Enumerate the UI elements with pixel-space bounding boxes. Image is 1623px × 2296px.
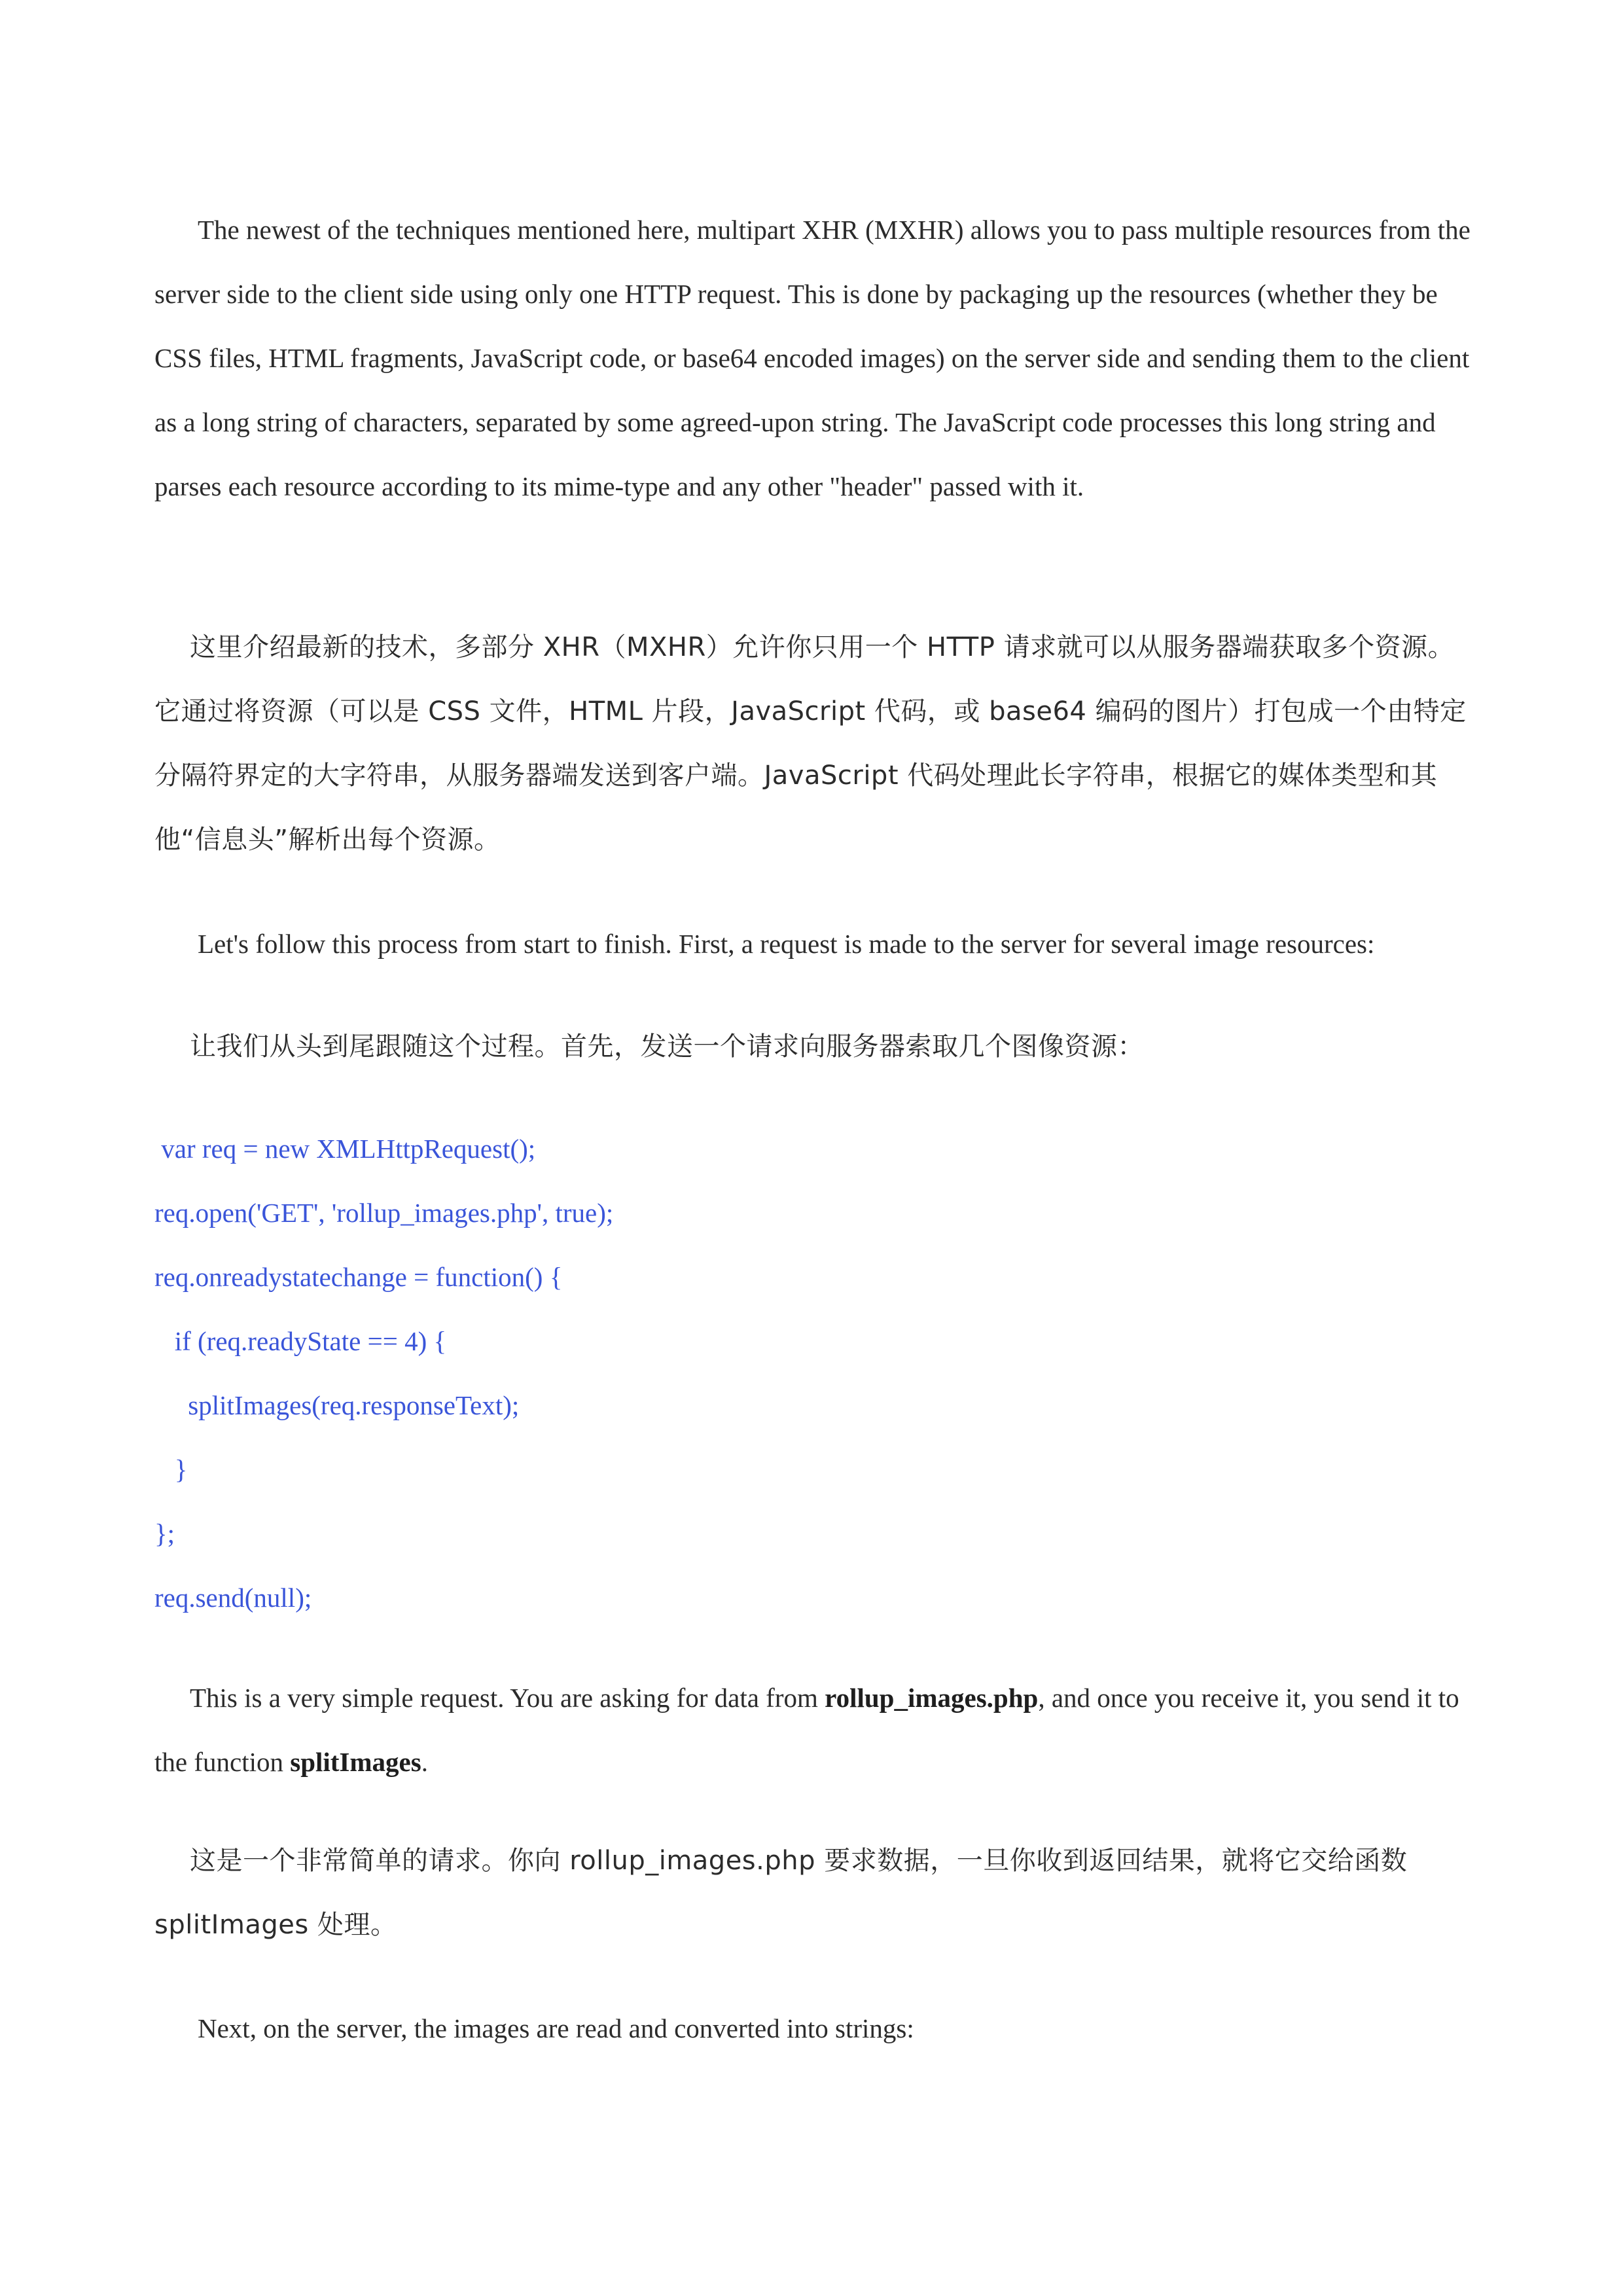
paragraph-text: Next, on the server, the images are read and converted into strings: — [198, 2013, 914, 2043]
filename-emphasis: rollup_images.php — [825, 1683, 1039, 1713]
code-line: req.onreadystatechange = function() { — [154, 1262, 563, 1292]
code-line: req.send(null); — [154, 1583, 312, 1613]
paragraph-text: 这里介绍最新的技术，多部分 XHR（MXHR）允许你只用一个 HTTP 请求就可以从服务器端获取多个资源。它通过将资源（可以是 CSS 文件，HTML 片段，JavaScript 代码，或 base64 编码的图片）打包成一个由特定分隔符界定的大字符串，从服务器端发送到客户端。JavaScript 代码处理此长字符串，根据它的媒体类型和其他“信息头”解析出每个资源。 — [154, 632, 1467, 855]
code-line: splitImages(req.responseText); — [154, 1390, 520, 1420]
paragraph-text: 让我们从头到尾跟随这个过程。首先，发送一个请求向服务器索取几个图像资源： — [190, 1031, 1144, 1062]
paragraph-simple-request-zh — [154, 1829, 1476, 1957]
paragraph-server-en — [154, 1996, 1476, 2060]
paragraph-text: . — [421, 1747, 428, 1777]
code-line: req.open('GET', 'rollup_images.php', true); — [154, 1198, 614, 1228]
paragraph-text: This is a very simple request. You are asking for data from — [190, 1683, 825, 1713]
paragraph-mxhr-intro-zh — [154, 615, 1476, 872]
paragraph-simple-request-en — [154, 1666, 1476, 1794]
paragraph-text: Let's follow this process from start to finish. First, a request is made to the server for several image resources: — [198, 929, 1375, 959]
code-block — [154, 1117, 1463, 1630]
paragraph-text: , and once you receive it, you send it to the function — [154, 1683, 1459, 1777]
paragraph-process-en — [154, 912, 1476, 976]
code-line: }; — [154, 1518, 175, 1549]
code-line: var req = new XMLHttpRequest(); — [154, 1134, 536, 1164]
code-line: if (req.readyState == 4) { — [154, 1326, 447, 1356]
paragraph-text: 这是一个非常简单的请求。你向 rollup_images.php 要求数据，一旦你收到返回结果，就将它交给函数 splitImages 处理。 — [154, 1846, 1408, 1940]
paragraph-text: The newest of the techniques mentioned here, multipart XHR (MXHR) allows you to pass multiple resources from the server side to the client side using only one HTTP request. This is done by packaging up the resources (whether they be CSS files, HTML fragments, JavaScript code, or base64 encoded images) on the server side and sending them to the client as a long string of characters, separated by some agreed-upon string. The JavaScript code processes this long string and parses each resource according to its mime-type and any other "header" passed with it. — [154, 215, 1471, 501]
paragraph-process-zh — [154, 1014, 1476, 1079]
paragraph-mxhr-intro-en — [154, 198, 1476, 518]
code-line: } — [154, 1454, 188, 1484]
function-name-emphasis: splitImages — [290, 1747, 421, 1777]
